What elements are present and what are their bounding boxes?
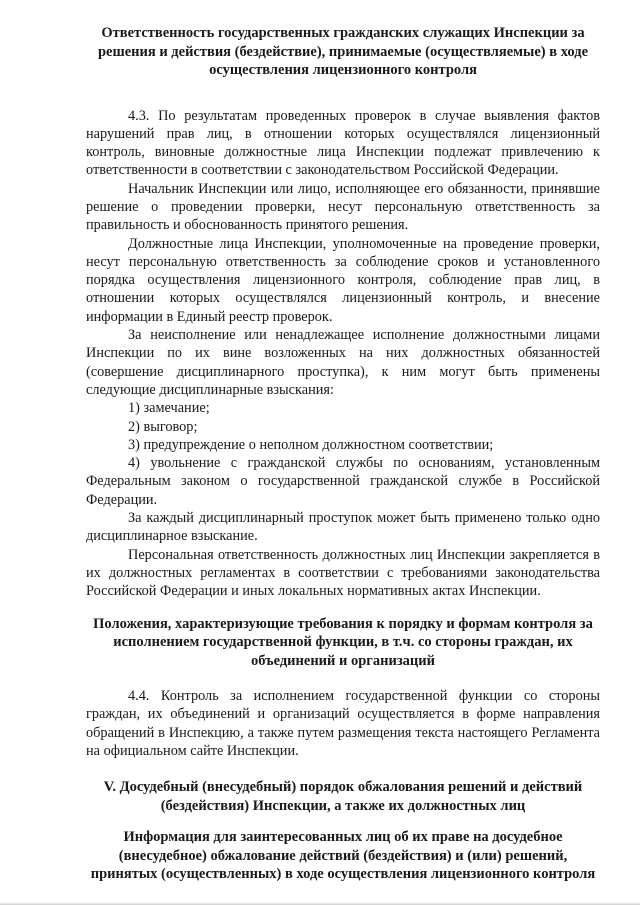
paragraph-4-3: 4.3. По результатам проведенных проверок в случае выявления фактов нарушений прав лиц, в отношении которых осуществлялся лицензионный контроль, виновные должностные лица Инспекции подлежат привлечению к ответственности в соответствии с законодательством Российской Федерации. [86, 107, 600, 179]
paragraph-personal-responsibility: Персональная ответственность должностных лиц Инспекции закрепляется в их должностных регламентах в соответствии с требованиями законодательства Российской Федерации и иных локальных нормативных актах Инспекции. [86, 546, 600, 600]
chapter-heading-appeal: V. Досудебный (внесудебный) порядок обжалования решений и действий (бездействия) Инспекции, а также их должностных лиц [103, 779, 583, 814]
list-item: 2) выговор; [128, 418, 198, 435]
list-item: 4) увольнение с гражданской службы по основаниям, установленным Федеральным законом о государственной гражданской службе в Российской Федерации. [86, 455, 600, 508]
paragraph-officials-responsibility: Должностные лица Инспекции, уполномоченные на проведение проверки, несут персональную ответственность за соблюдение сроков и установленного порядка осуществления лицензионного контроля, соблюдение прав лиц, в отношении которых осуществлялся лицензионный контроль, и внесение информации в Единый реестр проверок. [86, 235, 600, 325]
list-item: 3) предупреждение о неполном должностном соответствии; [128, 436, 494, 453]
section-heading-appeal-info: Информация для заинтересованных лиц об их праве на досудебное (внесудебное) обжалование действий (бездействия) и (или) решений, принятых (осуществленных) в ходе осуществления лицензионного контроля [90, 829, 596, 883]
paragraph-head-responsibility: Начальник Инспекции или лицо, исполняющее его обязанности, принявшие решение о проведении проверки, несут персональную ответственность за правильность и обоснованность принятого решения. [86, 180, 600, 234]
paragraph-disciplinary-penalties: За неисполнение или ненадлежащее исполнение должностными лицами Инспекции по их вине возложенных на них должностных обязанностей (совершение дисциплинарного проступка), к ним могут быть применены следующие дисциплинарные взыскания: [86, 327, 600, 398]
penalties-list [86, 399, 600, 509]
paragraph-one-penalty: За каждый дисциплинарный проступок может быть применено только одно дисциплинарное взыскание. [86, 510, 600, 545]
list-item: 1) замечание; [128, 400, 210, 417]
paragraph-4-4: 4.4. Контроль за исполнением государственной функции со стороны граждан, их объединений и организаций осуществляется в форме направления обращений в Инспекцию, а также путем размещения текста настоящего Регламента на официальном сайте Инспекции. [86, 688, 600, 759]
section-heading-control-requirements: Положения, характеризующие требования к порядку и формам контроля за исполнением государственной функции, в т.ч. со стороны граждан, их объединений и организаций [93, 615, 593, 669]
section-heading-responsibility: Ответственность государственных гражданских служащих Инспекции за решения и действия (бездействие), принимаемые (осуществляемые) в ходе осуществления лицензионного контроля [97, 25, 589, 78]
